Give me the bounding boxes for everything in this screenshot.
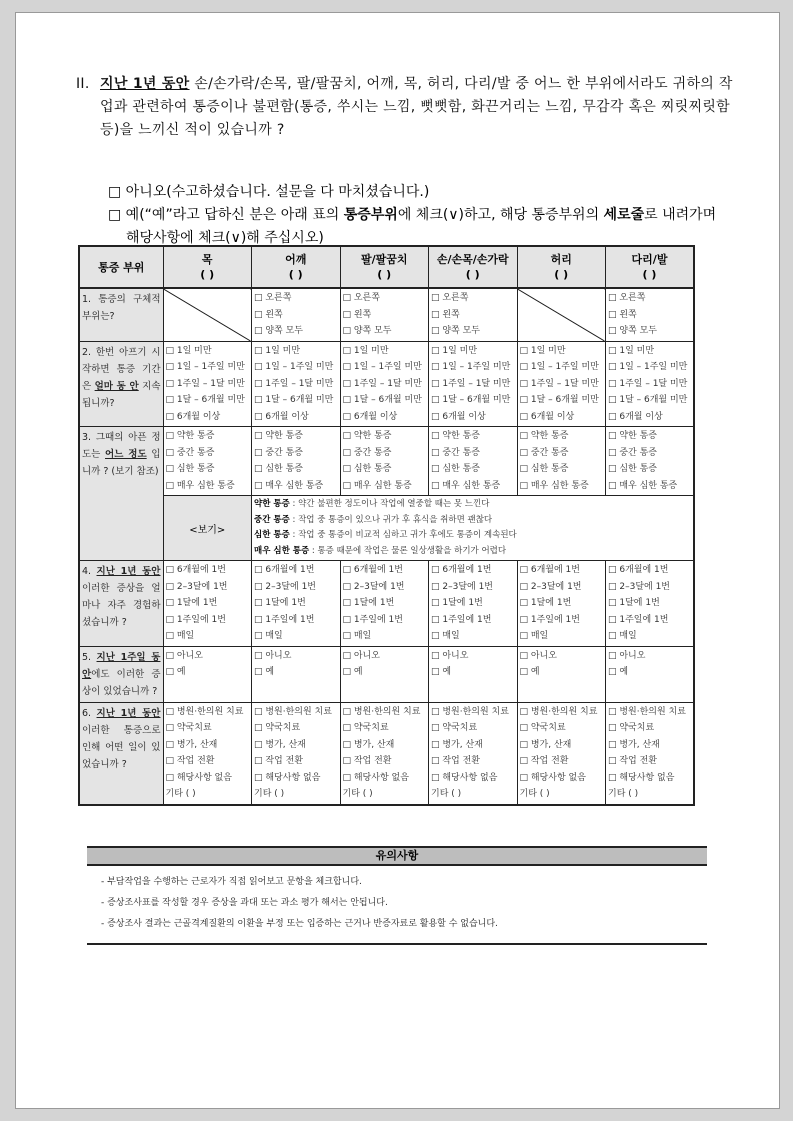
checkbox-option[interactable]: □ 약국치료: [342, 723, 389, 733]
row-label: [79, 702, 163, 805]
label-segment: 지속됩니까?: [82, 380, 161, 409]
row-label: [79, 288, 163, 341]
checkbox-option[interactable]: □ 약국치료: [254, 723, 301, 733]
legend-row: [79, 496, 694, 561]
column-name: 손/손목/손가락: [436, 253, 509, 266]
checkbox-option[interactable]: □ 작업 전환: [519, 756, 569, 766]
notes-title: 유의사항: [87, 846, 707, 866]
option-cell: [606, 288, 695, 341]
checkbox-option[interactable]: □ 1달에 1번: [608, 598, 660, 608]
checkbox-option[interactable]: □ 2–3달에 1번: [165, 581, 228, 592]
checkbox-option[interactable]: □ 예: [608, 667, 629, 677]
label-segment: 에도 이러한 증상이 있었습니까 ?: [82, 668, 161, 697]
checkbox-option[interactable]: □ 6개월 이상: [519, 411, 575, 422]
legend-desc: : 작업 중 통증이 있으나 귀가 후 휴식을 취하면 괜찮다: [289, 514, 493, 525]
column-check-paren: ( ): [377, 268, 392, 281]
checkbox-option[interactable]: □ 해당사항 없음: [254, 772, 321, 783]
checkbox-option[interactable]: □ 중간 통증: [608, 447, 658, 458]
column-name: 허리: [550, 253, 572, 266]
checkbox-option[interactable]: □ 양쪽 모두: [431, 326, 481, 336]
answer-yes-option[interactable]: [108, 204, 728, 250]
checkbox-option[interactable]: 기타 ( ): [431, 789, 462, 799]
checkbox-option[interactable]: □ 약국치료: [165, 723, 212, 733]
checkbox-option[interactable]: □ 매일: [165, 631, 195, 641]
checkbox-option[interactable]: □ 중간 통증: [342, 447, 392, 458]
pain-survey-table: [78, 245, 695, 806]
checkbox-option[interactable]: □ 병원·한의원 치료: [254, 706, 332, 717]
option-cell: [429, 288, 518, 341]
checkbox-option[interactable]: □ 1달에 1번: [519, 598, 572, 608]
checkbox-option[interactable]: □ 1일 – 1주일 미만: [519, 362, 599, 372]
checkbox-option[interactable]: 기타 ( ): [254, 789, 285, 799]
question-number: II.: [76, 76, 90, 92]
checkbox-option[interactable]: □ 1달에 1번: [342, 598, 395, 608]
checkbox-option[interactable]: □ 1달 – 6개월 미만: [519, 395, 599, 405]
column-name: 목: [201, 253, 213, 266]
checkbox-option[interactable]: □ 약국치료: [519, 723, 566, 733]
checkbox-option[interactable]: □ 중간 통증: [254, 447, 304, 458]
checkbox-option[interactable]: □ 1일 미만: [342, 345, 389, 356]
legend-item: [254, 544, 691, 560]
table-row-q6: [79, 702, 694, 805]
checkbox-option[interactable]: □ 해당사항 없음: [342, 772, 409, 783]
option-cell: [517, 646, 606, 702]
checkbox-option[interactable]: □ 중간 통증: [519, 447, 569, 458]
table-row-q5: [79, 646, 694, 702]
question-emphasis: 지난 1년 동안: [100, 76, 190, 92]
label-segment: 4.: [82, 566, 97, 577]
checkbox-option[interactable]: □ 6개월에 1번: [519, 565, 580, 575]
checkbox-option[interactable]: □ 작업 전환: [342, 756, 392, 766]
checkbox-option[interactable]: □ 1주일 – 1달 미만: [431, 378, 511, 389]
legend-term: 매우 심한 통증: [254, 545, 310, 556]
column-name: 다리/발: [631, 253, 668, 266]
checkbox-option[interactable]: □ 1일 미만: [254, 345, 301, 356]
option-cell: [606, 561, 695, 647]
option-cell: [252, 646, 341, 702]
row-label: [79, 646, 163, 702]
checkbox-option[interactable]: □ 1주일 – 1달 미만: [519, 378, 599, 389]
table-row-q4: [79, 561, 694, 647]
checkbox-option[interactable]: □ 1일 – 1주일 미만: [608, 362, 688, 372]
checkbox-option[interactable]: □ 매우 심한 통증: [519, 480, 589, 491]
option-cell: [163, 561, 252, 647]
column-name: 어깨: [285, 253, 307, 266]
checkbox-option[interactable]: □ 작업 전환: [608, 756, 658, 766]
legend-desc: : 통증 때문에 작업은 물론 일상생활을 하기가 어렵다: [309, 545, 507, 556]
checkbox-option[interactable]: □ 오른쪽: [431, 293, 469, 303]
option-cell: [163, 341, 252, 427]
option-cell: [340, 288, 429, 341]
option-cell: [429, 702, 518, 805]
yes-text-2: 에 체크(∨)하고, 해당 통증부위의: [397, 207, 604, 223]
notes-section: [87, 846, 707, 945]
checkbox-option[interactable]: □ 1일 미만: [165, 345, 212, 356]
checkbox-option[interactable]: □ 1일 미만: [519, 345, 566, 356]
yes-text-1: □ 예(“예”라고 답하신 분은 아래 표의: [108, 207, 344, 223]
checkbox-option[interactable]: □ 병원·한의원 치료: [519, 706, 598, 717]
checkbox-option[interactable]: □ 병가, 산재: [342, 739, 395, 750]
option-cell: [252, 427, 341, 496]
checkbox-option[interactable]: □ 왼쪽: [608, 309, 637, 320]
checkbox-option[interactable]: □ 약국치료: [608, 723, 655, 733]
yes-text-3: 로 내려가며 해당사항에 체크(∨)해 주십시오): [126, 207, 717, 246]
label-segment: 5.: [82, 651, 97, 663]
row-label: [79, 561, 163, 647]
checkbox-option[interactable]: □ 병가, 산재: [608, 739, 660, 750]
option-cell: [429, 427, 518, 496]
checkbox-option[interactable]: □ 1달에 1번: [165, 598, 218, 608]
checkbox-option[interactable]: □ 6개월에 1번: [254, 565, 315, 575]
checkbox-option[interactable]: □ 작업 전환: [431, 756, 481, 766]
column-header[interactable]: [163, 246, 252, 288]
checkbox-option[interactable]: □ 해당사항 없음: [519, 772, 586, 783]
checkbox-option[interactable]: □ 중간 통증: [165, 447, 215, 458]
checkbox-option[interactable]: □ 왼쪽: [342, 309, 372, 320]
checkbox-option[interactable]: □ 1달 – 6개월 미만: [342, 395, 422, 405]
option-cell: [163, 702, 252, 805]
checkbox-option[interactable]: □ 2–3달에 1번: [519, 581, 582, 592]
checkbox-option[interactable]: □ 1주일에 1번: [608, 614, 669, 625]
legend-item: [254, 497, 691, 513]
checkbox-option[interactable]: □ 1달에 1번: [254, 598, 306, 608]
label-segment: 지난 1년 동안: [96, 566, 161, 577]
checkbox-option[interactable]: □ 왼쪽: [431, 309, 460, 320]
question-body: [100, 73, 736, 142]
legend-term: 약한 통증: [254, 499, 290, 509]
checkbox-option[interactable]: □ 2–3달에 1번: [254, 581, 316, 592]
checkbox-option[interactable]: □ 아니오: [519, 650, 557, 661]
label-segment: 얼마 동 안: [94, 380, 139, 392]
checkbox-option[interactable]: □ 1일 – 1주일 미만: [165, 362, 245, 372]
checkbox-option[interactable]: □ 1주일 – 1달 미만: [254, 378, 334, 389]
checkbox-option[interactable]: □ 6개월에 1번: [431, 565, 492, 575]
legend-term: 심한 통증: [254, 530, 290, 540]
table-row-q2: [79, 341, 694, 427]
column-name: 팔/팔꿈치: [360, 253, 408, 266]
checkbox-option[interactable]: □ 약국치료: [431, 723, 478, 733]
label-segment: 6.: [82, 707, 97, 719]
checkbox-option[interactable]: □ 심한 통증: [608, 464, 658, 474]
option-cell: [340, 646, 429, 702]
option-cell: [340, 427, 429, 496]
option-cell: [606, 702, 695, 805]
option-cell: [429, 646, 518, 702]
option-cell: [517, 561, 606, 647]
checkbox-option[interactable]: □ 약한 통증: [165, 431, 215, 441]
checkbox-option[interactable]: □ 약한 통증: [431, 431, 481, 441]
column-check-paren: ( ): [288, 268, 303, 281]
survey-page: [15, 12, 780, 1109]
checkbox-option[interactable]: 기타 ( ): [342, 789, 373, 799]
option-cell: [517, 702, 606, 805]
legend-label: <보기>: [163, 496, 252, 561]
option-cell: [163, 427, 252, 496]
checkbox-option[interactable]: □ 예: [165, 667, 186, 677]
checkbox-option[interactable]: □ 예: [519, 667, 540, 677]
row-label: [79, 427, 163, 561]
checkbox-option[interactable]: □ 양쪽 모두: [608, 326, 658, 336]
checkbox-option[interactable]: □ 병원·한의원 치료: [342, 706, 421, 717]
checkbox-option[interactable]: □ 1일 – 1주일 미만: [342, 362, 422, 372]
checkbox-option[interactable]: □ 매우 심한 통증: [254, 480, 324, 491]
checkbox-option[interactable]: □ 6개월 이상: [342, 411, 398, 422]
checkbox-option[interactable]: □ 심한 통증: [254, 464, 304, 474]
checkbox-option[interactable]: □ 예: [254, 667, 275, 677]
checkbox-option[interactable]: □ 1달 – 6개월 미만: [254, 395, 334, 405]
checkbox-option[interactable]: □ 중간 통증: [431, 447, 481, 458]
option-cell: [429, 341, 518, 427]
checkbox-option[interactable]: □ 양쪽 모두: [254, 326, 304, 336]
checkbox-option[interactable]: □ 심한 통증: [165, 464, 215, 474]
checkbox-option[interactable]: □ 1주일 – 1달 미만: [165, 378, 245, 389]
checkbox-option[interactable]: □ 심한 통증: [342, 464, 392, 474]
table-row-q1: [79, 288, 694, 341]
checkbox-option[interactable]: 기타 ( ): [165, 789, 196, 799]
legend-desc: : 약간 불편한 정도이나 작업에 열중할 때는 못 느낀다: [289, 499, 490, 509]
checkbox-option[interactable]: □ 매우 심한 통증: [608, 480, 678, 491]
checkbox-option[interactable]: □ 1일 미만: [608, 345, 655, 356]
checkbox-option[interactable]: □ 아니오: [342, 650, 380, 661]
label-segment: 지난 1년 동안: [96, 707, 161, 719]
checkbox-option[interactable]: □ 6개월에 1번: [342, 565, 403, 575]
checkbox-option[interactable]: □ 아니오: [165, 650, 203, 661]
yes-bold-1: 통증부위: [343, 207, 398, 223]
column-header[interactable]: [429, 246, 518, 288]
option-cell: [340, 702, 429, 805]
checkbox-option[interactable]: □ 6개월에 1번: [608, 565, 669, 575]
option-cell: [606, 646, 695, 702]
column-header[interactable]: [606, 246, 695, 288]
checkbox-option[interactable]: □ 2–3달에 1번: [342, 581, 405, 592]
checkbox-option[interactable]: □ 병가, 산재: [165, 739, 218, 750]
column-check-paren: ( ): [554, 268, 569, 281]
option-cell: [252, 341, 341, 427]
checkbox-option[interactable]: 기타 ( ): [608, 789, 639, 799]
legend-item: [254, 528, 691, 544]
checkbox-option[interactable]: □ 6개월 이상: [431, 411, 486, 422]
checkbox-option[interactable]: □ 1주일에 1번: [254, 614, 315, 625]
label-segment: 어느 정도: [105, 449, 147, 460]
checkbox-option[interactable]: □ 1주일에 1번: [431, 614, 492, 625]
checkbox-option[interactable]: □ 왼쪽: [254, 309, 283, 320]
option-cell: [252, 702, 341, 805]
checkbox-option[interactable]: □ 병원·한의원 치료: [608, 706, 686, 717]
option-cell: [517, 427, 606, 496]
checkbox-option[interactable]: □ 1주일 – 1달 미만: [342, 378, 422, 389]
checkbox-option[interactable]: □ 1주일에 1번: [519, 614, 580, 625]
diagonal-empty-cell: [163, 288, 252, 341]
label-segment: 이러한 통증으로 인해 어떤 일이 있었습니까 ?: [82, 724, 161, 770]
checkbox-option[interactable]: □ 6개월 이상: [608, 411, 663, 422]
checkbox-option[interactable]: □ 1일 미만: [431, 345, 478, 356]
option-cell: [252, 561, 341, 647]
checkbox-option[interactable]: □ 병가, 산재: [254, 739, 306, 750]
table-row-q3: [79, 427, 694, 496]
header-pain-site: 통증 부위: [79, 246, 163, 288]
checkbox-option[interactable]: □ 오른쪽: [254, 293, 292, 303]
diagonal-empty-cell: [517, 288, 606, 341]
checkbox-option[interactable]: □ 2–3달에 1번: [431, 581, 493, 592]
checkbox-option[interactable]: □ 매우 심한 통증: [165, 480, 235, 491]
checkbox-option[interactable]: □ 1주일에 1번: [165, 614, 226, 625]
table-header-row: [79, 246, 694, 288]
checkbox-option[interactable]: □ 아니오: [254, 650, 292, 661]
column-header[interactable]: [340, 246, 429, 288]
checkbox-option[interactable]: □ 약한 통증: [519, 431, 569, 441]
legend-content: [252, 496, 695, 561]
column-check-paren: ( ): [200, 268, 215, 281]
checkbox-option[interactable]: □ 2–3달에 1번: [608, 581, 670, 592]
checkbox-option[interactable]: □ 매우 심한 통증: [342, 480, 412, 491]
question-text: 손/손가락/손목, 팔/팔꿈치, 어깨, 목, 허리, 다리/발 중 어느 한 부위에서라도 귀하의 작업과 관련하여 통증이나 불편함(통증, 쑤시는 느낌, 뻣뻣함, 화끈거리는 느낌, 무감각 혹은 찌릿찌릿함 등)을 느끼신 적이 있습니까 ?: [100, 76, 733, 138]
checkbox-option[interactable]: □ 1달에 1번: [431, 598, 483, 608]
checkbox-option[interactable]: □ 1일 – 1주일 미만: [431, 362, 511, 372]
answer-options: [108, 181, 728, 250]
legend-desc: : 작업 중 통증이 비교적 심하고 귀가 후에도 통증이 계속된다: [289, 530, 517, 540]
note-item: - 증상조사 결과는 근골격계질환의 이환을 부정 또는 입증하는 근거나 반증자료로 활용할 수 없습니다.: [101, 919, 498, 929]
answer-no-option[interactable]: □ 아니오(수고하셨습니다. 설문을 다 마치셨습니다.): [108, 184, 430, 200]
legend-term: 중간 통증: [254, 514, 290, 525]
label-segment: 이러한 증상을 얼마나 자주 경험하셨습니까 ?: [82, 583, 161, 628]
checkbox-option[interactable]: □ 오른쪽: [608, 293, 646, 303]
checkbox-option[interactable]: □ 심한 통증: [431, 464, 481, 474]
column-check-paren: ( ): [642, 268, 657, 281]
checkbox-option[interactable]: □ 6개월 이상: [165, 411, 221, 422]
checkbox-option[interactable]: □ 병가, 산재: [519, 739, 572, 750]
checkbox-option[interactable]: □ 양쪽 모두: [342, 326, 392, 336]
label-segment: 2. 한번 아프기 시작하면 통증 기간은: [82, 346, 161, 392]
option-cell: [517, 341, 606, 427]
label-segment: 1. 통증의 구체적 부위는?: [82, 294, 161, 322]
option-cell: [606, 427, 695, 496]
checkbox-option[interactable]: □ 예: [431, 667, 452, 677]
question-ii: [76, 73, 736, 142]
label-segment: 3. 그때의 아픈 정도는: [82, 432, 161, 460]
option-cell: [429, 561, 518, 647]
checkbox-option[interactable]: □ 작업 전환: [254, 756, 304, 766]
checkbox-option[interactable]: □ 1주일 – 1달 미만: [608, 378, 688, 389]
label-segment: 입니까 ? (보기 참조): [82, 449, 161, 477]
column-check-paren: ( ): [465, 268, 480, 281]
checkbox-option[interactable]: □ 오른쪽: [342, 293, 380, 303]
checkbox-option[interactable]: □ 매일: [254, 631, 283, 641]
checkbox-option[interactable]: □ 아니오: [608, 650, 646, 661]
checkbox-option[interactable]: □ 심한 통증: [519, 464, 569, 474]
option-cell: [340, 341, 429, 427]
checkbox-option[interactable]: □ 1달 – 6개월 미만: [165, 395, 245, 405]
checkbox-option[interactable]: □ 병원·한의원 치료: [431, 706, 509, 717]
checkbox-option[interactable]: □ 약한 통증: [342, 431, 392, 441]
checkbox-option[interactable]: □ 해당사항 없음: [165, 772, 232, 783]
column-header[interactable]: [252, 246, 341, 288]
checkbox-option[interactable]: □ 약한 통증: [254, 431, 304, 441]
checkbox-option[interactable]: □ 1일 – 1주일 미만: [254, 362, 334, 372]
legend-item: [254, 513, 691, 529]
checkbox-option[interactable]: □ 작업 전환: [165, 756, 215, 766]
checkbox-option[interactable]: □ 매우 심한 통증: [431, 480, 501, 491]
note-item: - 부담작업을 수행하는 근로자가 직접 읽어보고 문항을 체크합니다.: [101, 877, 362, 887]
option-cell: [163, 646, 252, 702]
checkbox-option[interactable]: □ 약한 통증: [608, 431, 658, 441]
checkbox-option[interactable]: □ 1주일에 1번: [342, 614, 403, 625]
checkbox-option[interactable]: □ 해당사항 없음: [431, 772, 498, 783]
checkbox-option[interactable]: □ 매일: [519, 631, 549, 641]
checkbox-option[interactable]: □ 매일: [608, 631, 637, 641]
checkbox-option[interactable]: □ 매일: [431, 631, 460, 641]
option-cell: [606, 341, 695, 427]
checkbox-option[interactable]: □ 병원·한의원 치료: [165, 706, 244, 717]
checkbox-option[interactable]: □ 6개월에 1번: [165, 565, 226, 575]
checkbox-option[interactable]: □ 매일: [342, 631, 372, 641]
checkbox-option[interactable]: □ 1달 – 6개월 미만: [608, 395, 688, 405]
note-item: - 증상조사표를 작성할 경우 증상을 과대 또는 과소 평가 해서는 안됩니다.: [101, 898, 388, 908]
checkbox-option[interactable]: 기타 ( ): [519, 789, 550, 799]
checkbox-option[interactable]: □ 해당사항 없음: [608, 772, 675, 783]
checkbox-option[interactable]: □ 6개월 이상: [254, 411, 309, 422]
option-cell: [252, 288, 341, 341]
column-header[interactable]: [517, 246, 606, 288]
yes-bold-2: 세로줄: [603, 207, 645, 223]
checkbox-option[interactable]: □ 예: [342, 667, 363, 677]
checkbox-option[interactable]: □ 1달 – 6개월 미만: [431, 395, 511, 405]
option-cell: [340, 561, 429, 647]
checkbox-option[interactable]: □ 병가, 산재: [431, 739, 483, 750]
label-segment: 지난 1주일 동안: [82, 651, 161, 680]
row-label: [79, 341, 163, 427]
checkbox-option[interactable]: □ 아니오: [431, 650, 469, 661]
